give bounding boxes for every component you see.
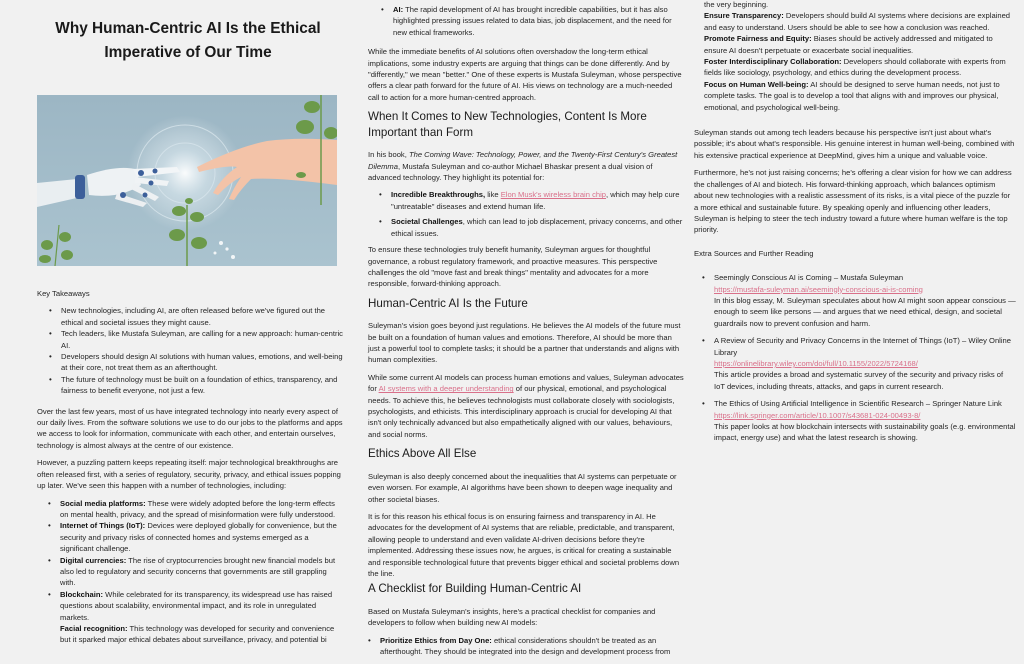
column-3 — [694, 0, 1016, 450]
book-paragraph — [368, 149, 684, 183]
potential-term: Societal Challenges — [391, 217, 463, 227]
governance-paragraph: To ensure these technologies truly benefit humanity, Suleyman argues for thoughtful governance, a robust regulatory framework, and proactive measures. This perspective challenges the old "move fast and break things" mentality and advocates for a more responsible, forward-thinking approach. — [368, 245, 658, 289]
checklist-text: AI should be designed to serve human needs, not just to complete tasks. The goal is to develop a tool that aligns with and improves our physical, emotional, and psychological well-being. — [704, 79, 1000, 112]
checklist-text: Developers should collaborate with experts from fields like sociology, psychology, and ethics during the development process. — [704, 57, 1006, 78]
section-heading-future: Human-Centric AI Is the Future — [368, 296, 528, 310]
key-takeaway-item: • Developers should design AI solutions with human values, emotions, and well-being at their core, not treat them as an afterthought. — [61, 351, 343, 374]
source-title: • Seemingly Conscious AI is Coming – Mustafa Suleyman — [714, 273, 904, 283]
sources-heading: Extra Sources and Further Reading — [694, 248, 814, 258]
text: , which can lead to job displacement, privacy concerns, and other ethical issues. — [391, 217, 683, 238]
tech-examples-list — [37, 498, 343, 646]
key-takeaways-heading: Key Takeaways — [37, 289, 90, 298]
tech-example-term: Blockchain: — [60, 589, 104, 599]
tech-example-term: Social media platforms: — [60, 498, 146, 508]
text: , which may help cure "untreatable" diseases and extend human life. — [391, 190, 680, 211]
column-1 — [37, 288, 343, 652]
checklist-item — [704, 10, 1016, 33]
source-title: • A Review of Security and Privacy Concerns in the Internet of Things (IoT) – Wiley Online Library — [714, 336, 1011, 357]
checklist-text: Developers should build AI systems where decisions are explained and easy to understand. Users should be able to see how a conclusion was reached. — [704, 11, 1011, 32]
brain-chip-link[interactable]: Elon Musk's wireless brain chip — [500, 190, 607, 200]
potential-term: Incredible Breakthroughs, — [391, 190, 486, 200]
checklist-item — [380, 635, 684, 658]
text: like — [485, 190, 501, 200]
intro-paragraph: Over the last few years, most of us have integrated technology into nearly every aspect of our daily lives. From the software solutions we use to do our jobs to the platforms and apps we access to look for information, communicate with each other, and entertain ourselves, technology is almost always at the centre of our existence. — [37, 406, 343, 450]
deeper-understanding-link[interactable]: AI systems with a deeper understanding — [378, 384, 514, 394]
checklist-text: Biases should be actively addressed and mitigated to ensure AI doesn't perpetuate or exacerbate social inequalities. — [704, 34, 993, 55]
tech-example-term: Facial recognition: — [60, 623, 128, 633]
section-heading-content: When It Comes to New Technologies, Content Is More Important than Form — [368, 110, 647, 139]
source-item — [714, 335, 1016, 392]
hero-image — [37, 95, 337, 266]
section-heading-ethics: Ethics Above All Else — [368, 447, 477, 461]
key-takeaways-list — [37, 305, 343, 396]
checklist-list — [368, 635, 684, 658]
tech-example-item — [60, 498, 343, 521]
source-link[interactable]: https://mustafa-suleyman.ai/seemingly-conscious-ai-is-coming — [714, 284, 923, 294]
checklist-item — [704, 79, 1016, 113]
key-takeaway-item: • The future of technology must be built on a foundation of ethics, transparency, and fairness to benefit everyone, not just a few. — [61, 374, 343, 397]
tech-example-text: The rapid development of AI has brought incredible capabilities, but it has also highlighted pressing issues related to data bias, job displacement, and the need for new ethical frameworks. — [393, 5, 672, 37]
book-title: The Coming Wave: Technology, Power, and the Twenty-First Century's Greatest Dilemma — [368, 150, 678, 171]
tech-example-text: These were widely adopted before the long-term effects on mental health, privacy, and the spread of misinformation were fully understood. — [60, 498, 336, 519]
tech-example-term: AI: — [393, 5, 404, 14]
checklist-intro: Based on Mustafa Suleyman's insights, here's a practical checklist for companies and developers to follow when building new AI models: — [368, 606, 656, 628]
future-paragraph: Suleyman's vision goes beyond just regulations. He believes the AI models of the future must be built on a foundation of human values and emotions. Therefore, AI should be more than just a powerful tool to complete tasks; it should be a partner that understands and aligns with human complexities. — [368, 321, 681, 365]
text: of our physical, emotional, and psychological needs. To achieve this, he believes technologists must collaborate closely with sociologists, psychologists, and ethicists. This interdisciplinary approach is crucial for developing AI that isn't only technically advanced but also empathetically aligned with our values, behaviours, and social norms. — [368, 384, 675, 439]
sources-list — [704, 272, 1016, 444]
ethics-paragraph: It is for this reason his ethical focus is on ensuring fairness and transparency in AI. He advocates for the development of AI systems that are reliable, predictable, and transparent, allowing people to understand and even validate AI-driven decisions before they're implemented. Addressing these issues now, he argues, is critical for creating a sustainable and responsible technological future that prevents bigger ethical and societal problems down the line. — [368, 512, 680, 579]
article-title: Why Human-Centric AI Is the Ethical Imperative of Our Time — [55, 20, 321, 61]
key-takeaway-item: • New technologies, including AI, are often released before we've figured out the ethical and societal issues they might cause. — [61, 305, 343, 328]
tech-examples-list-continued — [368, 4, 684, 38]
potential-item — [391, 216, 684, 239]
tech-example-text: The rise of cryptocurrencies brought new financial models but also led to regulatory and security concerns that governments are still grappling with. — [60, 555, 336, 588]
source-description: This paper looks at how blockchain intersects with sustainability goals (e.g. environmental impact, energy use) and what the latest research is showing. — [714, 422, 1016, 443]
intro-paragraph: However, a puzzling pattern keeps repeating itself: major technological breakthroughs are often released first, with a series of regulatory, security, privacy, and ethical issues popping up later. We've seen this happen with a number of technologies, including: — [37, 458, 341, 491]
text: , Mustafa Suleyman and co-author Michael Bhaskar present a dual vision of advanced technology. They highlight its potential for: — [368, 161, 653, 183]
tech-example-term: Digital currencies: — [60, 555, 127, 565]
checklist-term: Foster Interdisciplinary Collaboration: — [704, 57, 842, 67]
checklist-item — [704, 56, 1016, 79]
conclusion-paragraph: Furthermore, he's not just raising concerns; he's offering a clear vision for how we can address the challenges of AI and biotech. His forward-thinking approach, which balances optimism about new technologies with a realistic assessment of its risks, is a vital piece of the puzzle for a more ethical and sustainable future. By speaking openly and influencing other leaders, Suleyman is helping to steer the tech industry toward a future where human welfare is the top priority. — [694, 168, 1012, 235]
checklist-text: ethical considerations shouldn't be treated as an afterthought. They should be integrated into the design and development process from — [380, 635, 671, 657]
source-title: • The Ethics of Using Artificial Intelligence in Scientific Research – Springer Nature Link — [714, 399, 1002, 409]
robot-human-hands-illustration — [37, 95, 337, 266]
potential-list — [368, 189, 684, 239]
section-heading-checklist: A Checklist for Building Human-Centric AI — [368, 582, 582, 596]
source-link[interactable]: https://link.springer.com/article/10.1007/s43681-024-00493-8/ — [714, 410, 921, 420]
text: While some current AI models can process human emotions and values, Suleyman advocates for — [368, 372, 684, 394]
tech-example-item — [393, 4, 684, 38]
checklist-term: Prioritize Ethics from Day One: — [380, 635, 492, 645]
after-examples-paragraph: While the immediate benefits of AI solutions often overshadow the long-term ethical implications, some industry experts are arguing that things can be done differently. And by "differently," we mean "better." One of these experts is Mustafa Suleyman, whose perspective offers a clear path forward for the future of AI. His views on technology are a much-needed call to action for a more human-centred approach. — [368, 47, 682, 102]
source-link[interactable]: https://onlinelibrary.wiley.com/doi/full/10.1155/2022/5724168/ — [714, 358, 918, 368]
ethics-paragraph: Suleyman is also deeply concerned about the inequalities that AI systems can perpetuate or even worsen. For example, AI algorithms have been shown to deepen wage inequality and other societal biases. — [368, 471, 677, 504]
tech-example-text: Devices were deployed globally for convenience, but the security and privacy risks of connected homes and systems emerged as a significant challenge. — [60, 521, 337, 554]
source-item — [714, 272, 1016, 329]
source-description: This article provides a broad and systematic survey of the security and privacy risks of IoT devices, including threats, attacks, and gaps in current research. — [714, 370, 1004, 391]
checklist-term: Focus on Human Well-being: — [704, 79, 809, 89]
tech-example-item — [60, 555, 343, 589]
tech-example-term: Internet of Things (IoT): — [60, 521, 146, 531]
checklist-list-continued — [704, 0, 1016, 113]
key-takeaway-item: • Tech leaders, like Mustafa Suleyman, are calling for a new approach: human-centric AI. — [61, 328, 343, 351]
column-2 — [368, 4, 684, 664]
checklist-term: Ensure Transparency: — [704, 11, 784, 21]
tech-example-item — [60, 589, 343, 623]
checklist-item-continuation: the very beginning. — [704, 0, 769, 9]
potential-item — [391, 189, 684, 212]
tech-example-item — [60, 520, 343, 554]
future-paragraph — [368, 372, 684, 440]
tech-example-text: This technology was developed for security and convenience but it sparked major ethical debates about surveillance, privacy, and potential bi — [60, 623, 335, 645]
source-item — [714, 398, 1016, 444]
checklist-item — [704, 33, 1016, 56]
tech-example-item — [60, 623, 343, 646]
text: In his book, — [368, 150, 409, 160]
tech-example-text: While celebrated for its transparency, its widespread use has raised questions about scalability, environmental impact, and its role in unregulated markets. — [60, 589, 333, 622]
conclusion-paragraph: Suleyman stands out among tech leaders because his perspective isn't just about what's possible; it's about what's responsible. His genuine interest in human well-being, combined with his extensive practical experience at DeepMind, gives him a unique and valuable voice. — [694, 128, 1015, 160]
source-description: In this blog essay, M. Suleyman speculates about how AI might soon appear conscious — enough to seem like persons — and argues that we need ethical, design, and societal guardrails now to prevent confusion and harm. — [714, 295, 1016, 328]
checklist-term: Promote Fairness and Equity: — [704, 34, 812, 44]
